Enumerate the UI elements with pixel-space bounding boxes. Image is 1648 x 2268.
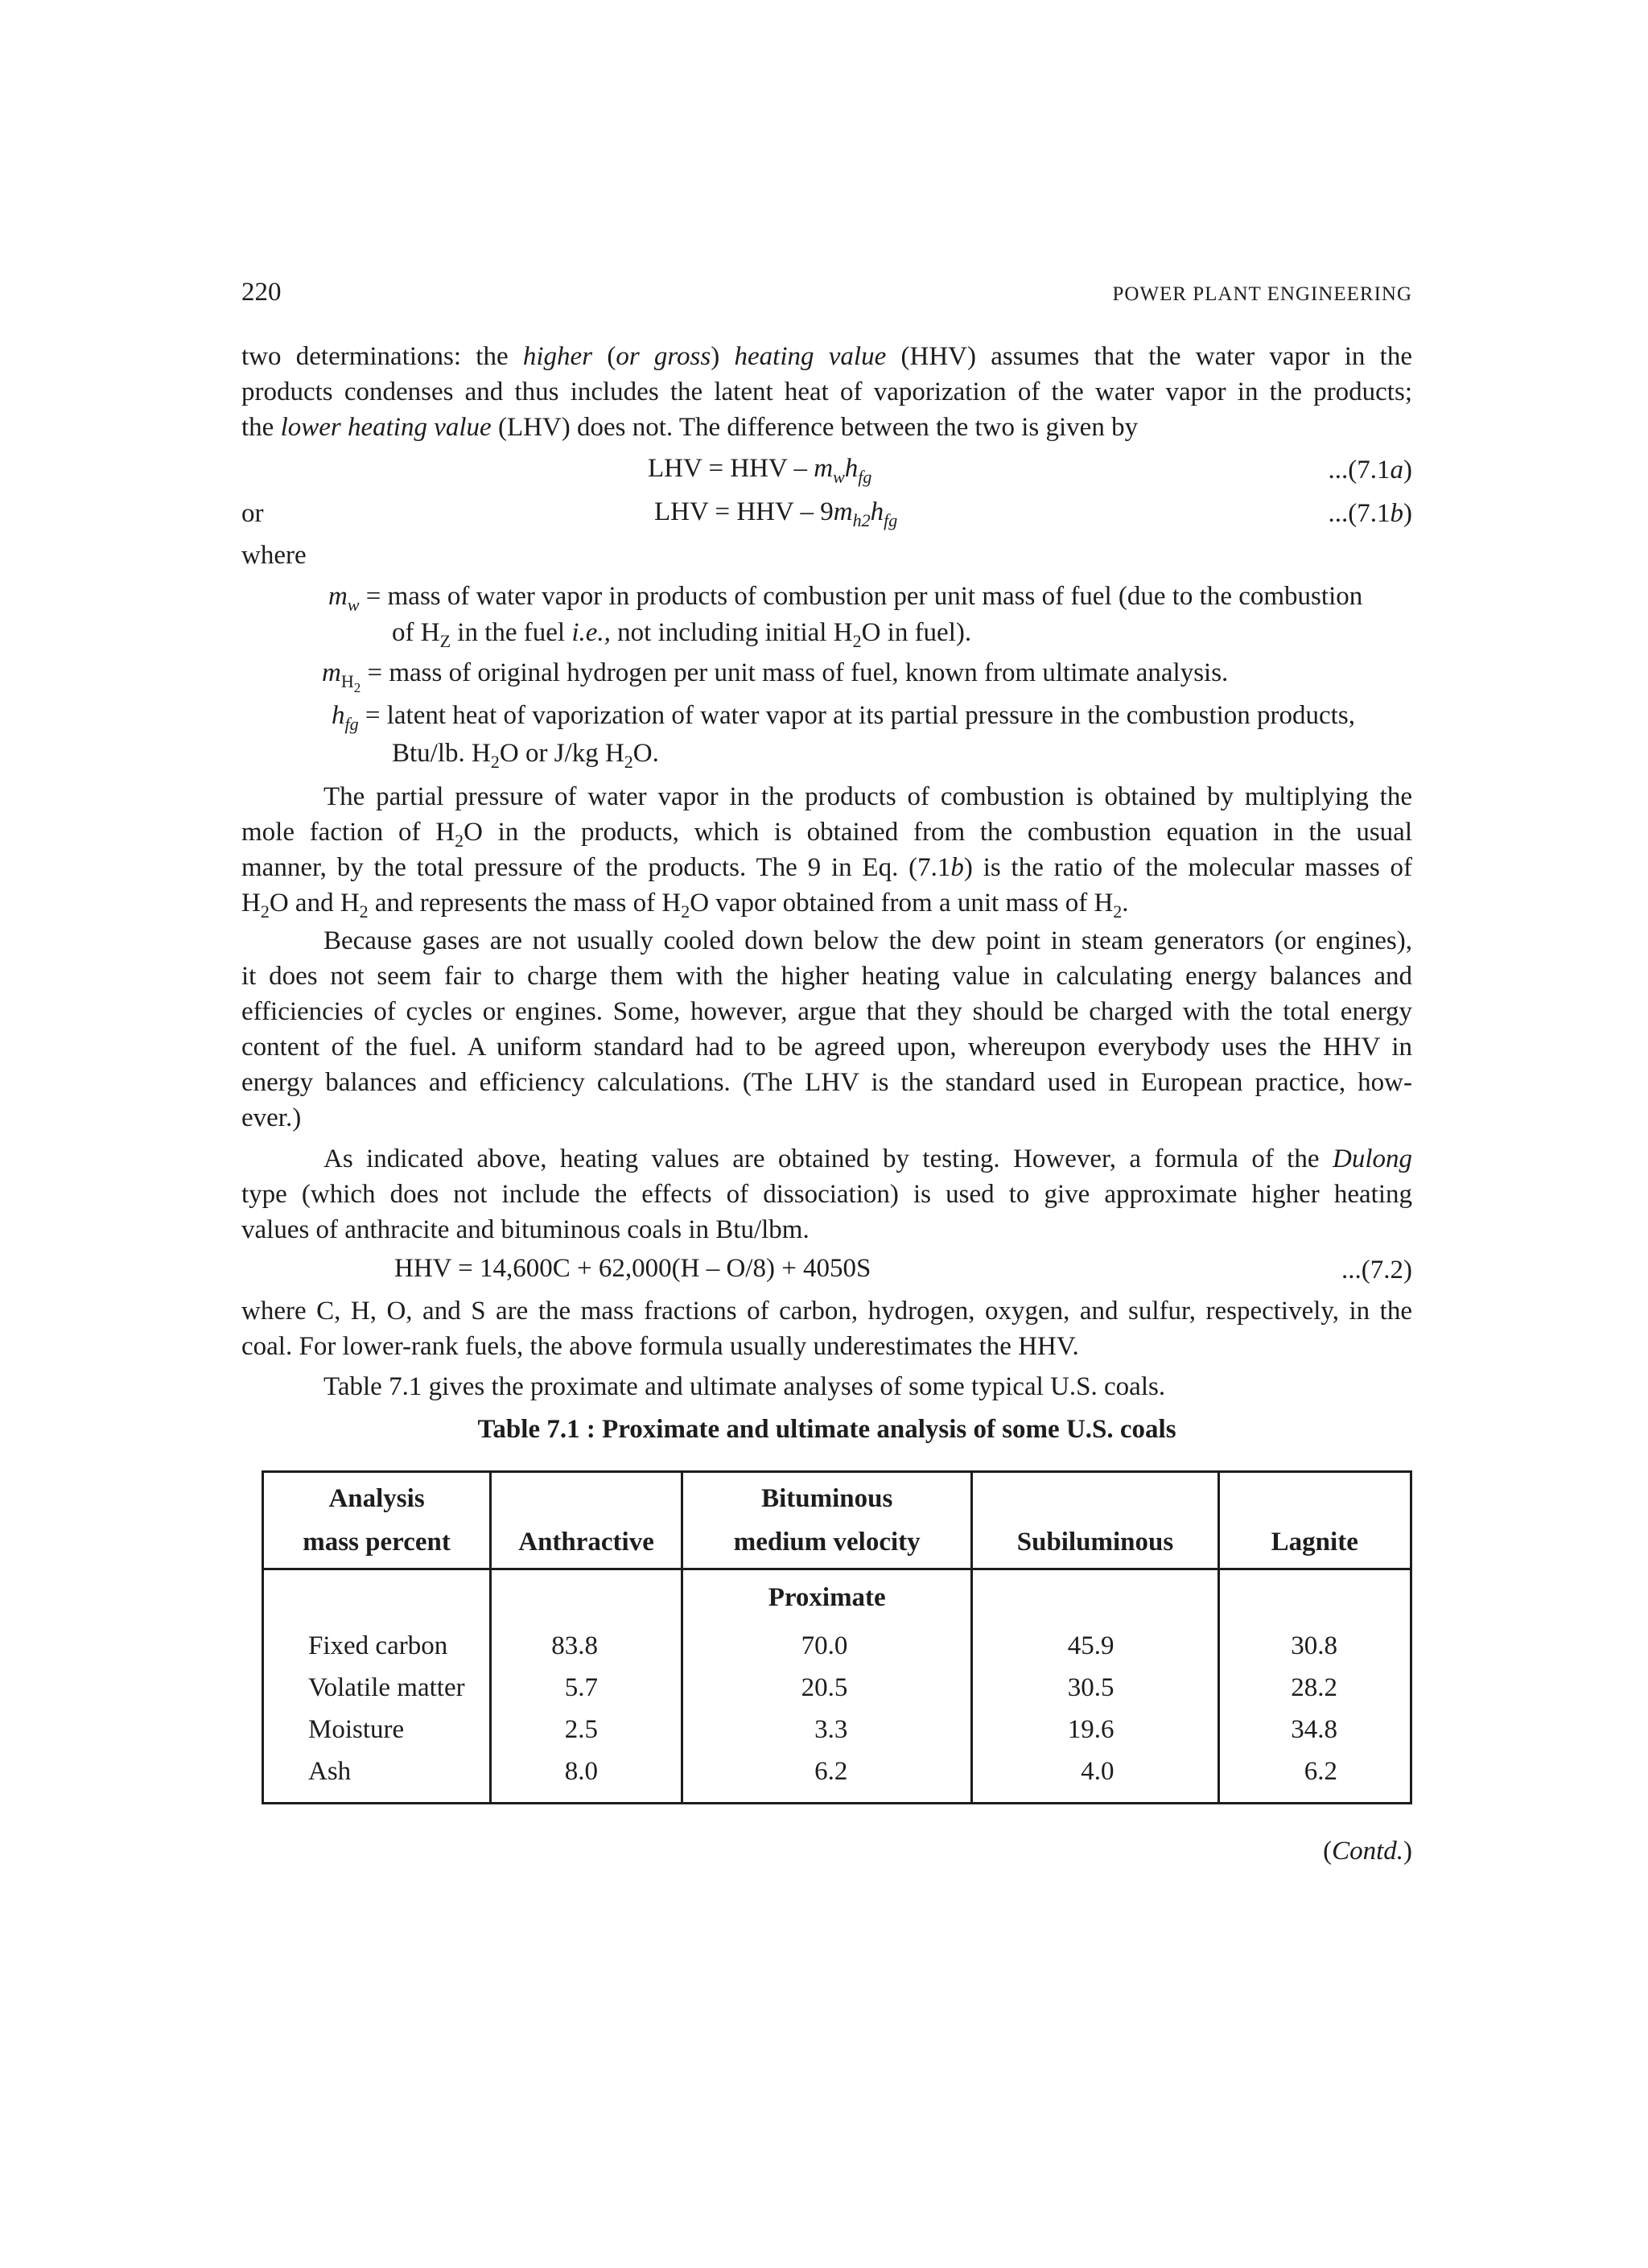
para3-line1: Because gases are not usually cooled down below the dew point in steam generators (or engines), xyxy=(323,926,1412,955)
para2-line2: mole faction of $H_2O$ in the products, which is obtained from the combustion equation in the usual xyxy=(241,818,1412,851)
header-analysis: Analysis mass percent xyxy=(263,1472,491,1569)
definition-hfg: $h_{fg}$ = latent heat of vaporization of water vapor at its partial pressure in the combustion products, xyxy=(332,701,1355,734)
header-subiluminous: Subiluminous xyxy=(972,1472,1218,1569)
or-label: or xyxy=(241,499,264,528)
para1-line1: two determinations: the higher (or gross) heating value (HHV) assumes that the water vapor in the xyxy=(241,342,1412,371)
para1-line3: the lower heating value (LHV) does not. The difference between the two is given by xyxy=(241,413,1139,442)
definition-mw-line2: of $H_Z$ in the fuel i.e., not including initial $H_2O$ in fuel). xyxy=(392,618,972,651)
contd-label: (Contd.) xyxy=(1323,1837,1412,1866)
cell-value: 70.0 xyxy=(682,1625,971,1667)
row-label: Volatile matter xyxy=(263,1667,491,1709)
header-lagnite: Lagnite xyxy=(1218,1472,1411,1569)
header-anthractive: Anthractive xyxy=(491,1472,682,1569)
para3-line4: content of the fuel. A uniform standard had to be agreed upon, whereupon everybody uses the HHV in xyxy=(241,1033,1412,1062)
page-number: 220 xyxy=(241,278,282,307)
para1-line2: products condenses and thus includes the latent heat of vaporization of the water vapor in the products; xyxy=(241,377,1412,406)
header-bituminous: Bituminous medium velocity xyxy=(682,1472,971,1569)
table-row xyxy=(263,1709,1411,1750)
para3-line5: energy balances and efficiency calculations. (The LHV is the standard used in European practice, how- xyxy=(241,1068,1412,1097)
cell-value: 5.7 xyxy=(491,1667,682,1709)
row-label: Moisture xyxy=(263,1709,491,1750)
para4-line2: type (which does not include the effects of dissociation) is used to give approximate higher heating xyxy=(241,1180,1412,1209)
equation-7-1b: LHV = HHV – $9m_{h2}h_{fg}$ xyxy=(654,497,898,530)
definition-mh2: $m_{H_2}$ = mass of original hydrogen per unit mass of fuel, known from ultimate analysis. xyxy=(322,658,1229,695)
equation-number-7-1a: ...(7.1a) xyxy=(1328,456,1412,485)
para3-line2: it does not seem fair to charge them with the higher heating value in calculating energy balances and xyxy=(241,962,1412,991)
cell-value: 45.9 xyxy=(972,1625,1218,1667)
row-label: Fixed carbon xyxy=(263,1625,491,1667)
para6: Table 7.1 gives the proximate and ultimate analyses of some typical U.S. coals. xyxy=(323,1372,1166,1401)
running-title: POWER PLANT ENGINEERING xyxy=(1112,283,1412,305)
equation-number-7-1b: ...(7.1b) xyxy=(1328,499,1412,528)
cell-value: 6.2 xyxy=(682,1750,971,1804)
equation-number-7-2: ...(7.2) xyxy=(1341,1256,1412,1285)
para3-line6: ever.) xyxy=(241,1103,302,1132)
cell-value: 8.0 xyxy=(491,1750,682,1804)
para3-line3: efficiencies of cycles or engines. Some, however, argue that they should be charged with the total energy xyxy=(241,997,1412,1026)
para2-line3: manner, by the total pressure of the products. The 9 in Eq. (7.1b) is the ratio of the molecular masses of xyxy=(241,853,1412,882)
para4-line3: values of anthracite and bituminous coals in Btu/lbm. xyxy=(241,1215,810,1244)
para5-line2: coal. For lower-rank fuels, the above formula usually underestimates the HHV. xyxy=(241,1332,1079,1361)
equation-7-1a: LHV = HHV – $m_wh_{fg}$ xyxy=(648,454,872,487)
cell-value: 30.8 xyxy=(1218,1625,1411,1667)
cell-value: 20.5 xyxy=(682,1667,971,1709)
table-header-row xyxy=(263,1472,1411,1569)
coal-analysis-table xyxy=(262,1470,1412,1804)
table-row xyxy=(263,1625,1411,1667)
definition-hfg-line2: Btu/lb. $H_2O$ or J/kg $H_2O$. xyxy=(392,739,659,772)
cell-value: 34.8 xyxy=(1218,1709,1411,1750)
cell-value: 28.2 xyxy=(1218,1667,1411,1709)
cell-value: 4.0 xyxy=(972,1750,1218,1804)
table-row xyxy=(263,1667,1411,1709)
section-proximate: Proximate xyxy=(682,1569,971,1626)
table-caption: Table 7.1 : Proximate and ultimate analysis of some U.S. coals xyxy=(477,1415,1176,1444)
cell-value: 3.3 xyxy=(682,1709,971,1750)
para2-line1: The partial pressure of water vapor in the products of combustion is obtained by multiplying the xyxy=(323,782,1412,811)
para4-line1: As indicated above, heating values are obtained by testing. However, a formula of the Dulong xyxy=(323,1144,1412,1173)
para2-line4: $H_2O$ and $H_2$ and represents the mass of $H_2O$ vapor obtained from a unit mass of $H_2$. xyxy=(241,889,1129,922)
table-section-row xyxy=(263,1569,1411,1626)
cell-value: 83.8 xyxy=(491,1625,682,1667)
cell-value: 6.2 xyxy=(1218,1750,1411,1804)
cell-value: 2.5 xyxy=(491,1709,682,1750)
definition-mw: $m_w$ = mass of water vapor in products of combustion per unit mass of fuel (due to the combustion xyxy=(328,582,1363,615)
cell-value: 30.5 xyxy=(972,1667,1218,1709)
where-label: where xyxy=(241,541,307,570)
para5-line1: where C, H, O, and S are the mass fractions of carbon, hydrogen, oxygen, and sulfur, respectively, in the xyxy=(241,1297,1412,1326)
table-row xyxy=(263,1750,1411,1804)
equation-7-2: HHV = 14,600C + 62,000(H – O/8) + 4050S xyxy=(394,1254,871,1283)
cell-value: 19.6 xyxy=(972,1709,1218,1750)
row-label: Ash xyxy=(263,1750,491,1804)
